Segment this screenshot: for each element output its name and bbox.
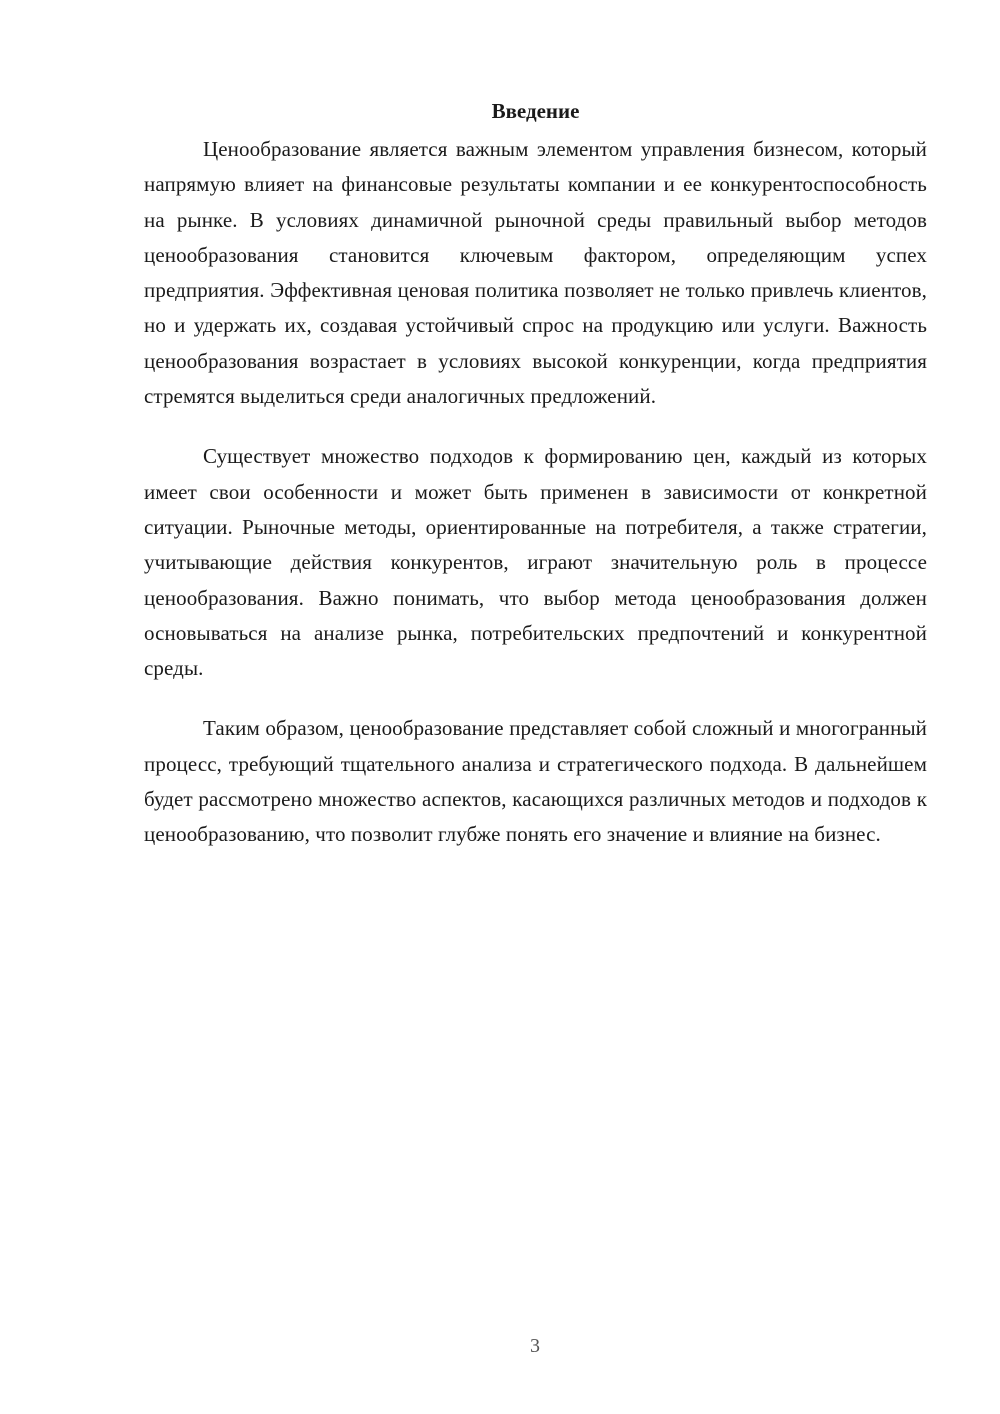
paragraph-1: Ценообразование является важным элементом управления бизнесом, который напрямую влияет на финансовые результаты компании и ее конкурентоспособность на рынке. В условиях динамичной рыночной среды правильный выбор методов ценообразования становится ключевым фактором, определяющим успех предприятия. Эффективная ценовая политика позволяет не только привлечь клиентов, но и удержать их, создавая устойчивый спрос на продукцию или услуги. Важность ценообразования возрастает в условиях высокой конкуренции, когда предприятия стремятся выделиться среди аналогичных предложений. — [144, 137, 927, 409]
section-title: Введение — [491, 99, 580, 123]
paragraph-2: Существует множество подходов к формированию цен, каждый из которых имеет свои особенности и может быть применен в зависимости от конкретной ситуации. Рыночные методы, ориентированные на потребителя, а также стратегии, учитывающие действия конкурентов, играют значительную роль в процессе ценообразования. Важно понимать, что выбор метода ценообразования должен основываться на анализе рынка, потребительских предпочтений и конкурентной среды. — [144, 444, 927, 681]
page-number: 3 — [530, 1335, 540, 1357]
paragraph-3: Таким образом, ценообразование представляет собой сложный и многогранный процесс, требующий тщательного анализа и стратегического подхода. В дальнейшем будет рассмотрено множество аспектов, касающихся различных методов и подходов к ценообразованию, что позволит глубже понять его значение и влияние на бизнес. — [144, 716, 927, 847]
page-content — [144, 96, 927, 878]
